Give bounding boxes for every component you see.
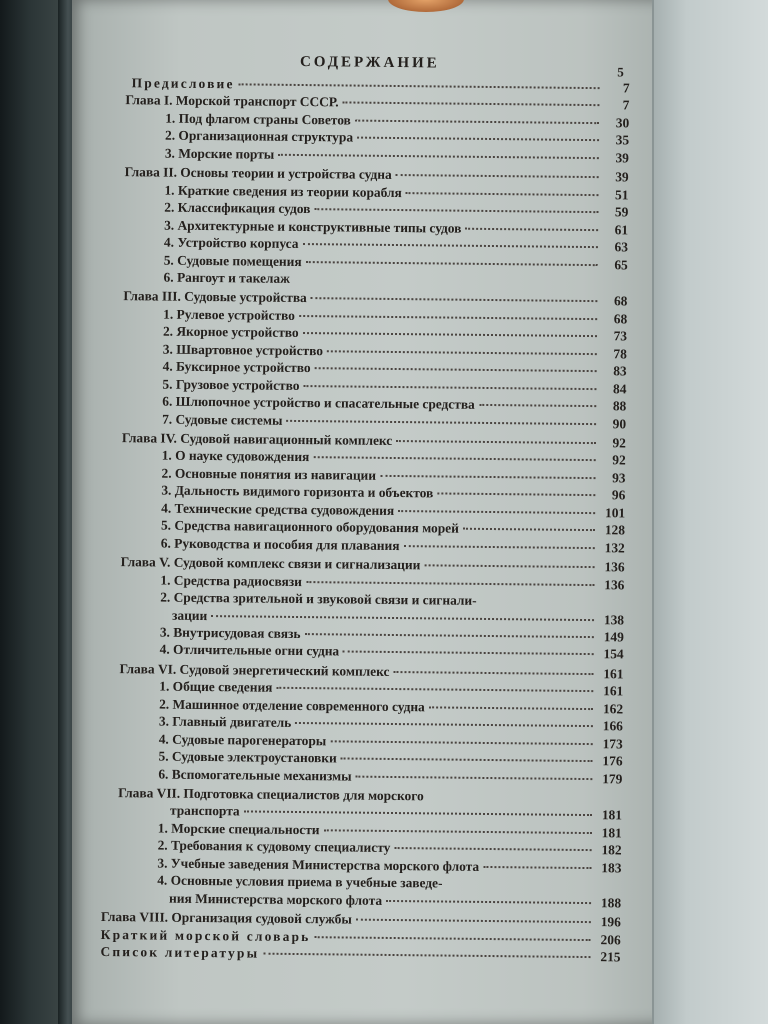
dot-leader [306,261,598,266]
toc-entry-title: 6. Руководства и пособия для плавания [160,535,400,553]
toc-entry-page: 162 [602,700,624,717]
dot-leader [302,243,597,248]
dot-leader [314,936,590,941]
toc-entry-page: 63 [614,239,629,255]
toc-entry-title: 4. Технические средства судовождения [161,500,395,518]
dot-leader [394,847,591,851]
toc-entry-page: 181 [601,825,622,841]
toc-entry-page: 90 [612,415,627,431]
dot-leader [327,350,597,355]
toc-entry-title: 3. Дальность видимого горизонта и объектов [161,482,434,501]
dot-leader [356,775,593,779]
toc-entry-page: 182 [601,842,622,858]
dot-leader [479,404,596,407]
toc-entry-title: 6. Рангоут и такелаж [163,269,290,286]
dot-leader [355,119,599,124]
toc-entry-title: 5. Судовые помещения [163,252,302,269]
toc-entry-page: 179 [602,770,623,786]
toc-entry-page: 83 [613,363,627,379]
dot-leader [406,192,599,196]
dot-leader [303,332,597,337]
toc-entry-title: 4. Отличительные огни судна [159,641,340,659]
dot-leader [429,706,593,710]
dot-leader [465,227,598,230]
toc-entry-page: 92 [612,435,626,451]
toc-entry-title: 6. Вспомогательные механизмы [158,766,352,784]
toc-entry-page: 149 [603,629,624,645]
dot-leader [315,367,597,372]
dot-leader [278,154,599,159]
adjacent-page-edge [652,0,768,1024]
dot-leader [211,615,594,621]
toc-entry-page: 7 [622,97,630,113]
dot-leader [306,581,594,586]
toc-entry-title: 2. Машинное отделение современного судна [159,696,425,715]
toc-entry-page: 188 [600,894,622,911]
dot-leader [428,797,592,799]
toc-entry-page: 30 [615,115,630,131]
toc-entry-page: 176 [602,753,623,769]
toc-entry-page: 39 [615,169,629,185]
toc-entry-page: 65 [614,256,628,272]
toc-entry-title: 3. Морские порты [164,145,275,162]
toc-entry-title: 3. Учебные заведения Министерства морского флота [157,855,480,874]
toc-entry-title: Глава VI. Судовой энергетический комплекс [119,660,390,679]
toc-entry-title: 4. Буксирное устройство [162,358,311,376]
toc-entry-title: транспорта [169,803,240,819]
dot-leader [343,651,594,656]
toc-entry-title: 1. Под флагом страны Советов [165,110,351,128]
toc-entry-title: 1. О науке судовождения [161,448,310,465]
toc-entry-title: 4. Устройство корпуса [163,234,299,252]
dot-leader [304,633,593,638]
dot-leader [299,315,597,320]
dot-leader [341,758,593,763]
dot-leader [311,298,598,303]
dot-leader [380,475,596,479]
toc-entry-page: 136 [604,576,625,593]
dot-leader [303,385,596,390]
toc-entry-title: 3. Архитектурные и конструктивные типы судов [164,217,462,236]
toc-entry-title: Глава VIII. Организация судовой службы [100,909,352,927]
toc-entry-title: 2. Требования к судовому специалисту [157,837,391,856]
toc-entry-page: 73 [613,328,628,344]
toc-entry-page: 84 [612,380,627,397]
toc-entry-page: 161 [603,683,624,699]
toc-entry-page: 154 [603,646,624,662]
toc-entry-page: 136 [604,559,625,575]
dot-leader [396,174,599,178]
toc-entry-title: 1. Краткие сведения из теории корабля [164,182,402,200]
toc-entry-page: 78 [613,346,627,362]
toc-entry-title: 5. Средства навигационного оборудования морей [160,517,459,536]
dot-leader [446,885,591,887]
toc-title: СОДЕРЖАНИЕ [299,53,440,72]
toc-entry-title: 1. Рулевое устройство [163,306,295,323]
toc-entry-title: 2. Классификация судов [164,199,311,217]
toc-entry-title: Глава III. Судовые устройства [123,288,307,306]
toc-entry-page: 166 [602,718,624,734]
toc-entry-page: 173 [602,735,623,752]
toc-entry-title: 5. Судовые электроустановки [158,748,337,766]
dot-leader [483,866,591,869]
dot-leader [396,440,596,444]
toc-entry-title: 2. Средства зрительной и звуковой связи и сигнали- [160,589,477,608]
toc-entry-page: 128 [604,522,626,538]
toc-entry-page: 92 [612,452,626,468]
toc-entry-title: 2. Организационная структура [165,127,354,145]
toc-entry-page: 138 [603,611,625,627]
toc-entry-title: Предисловие [131,75,235,92]
toc-entry-page: 181 [601,807,623,823]
toc-entry-title: 7. Судовые системы [162,411,283,428]
toc-entry-title: 2. Якорное устройство [162,323,299,341]
toc-entry-title: Глава IV. Судовой навигационный комплекс [121,430,393,448]
dot-leader [393,671,593,675]
toc-entry-page: 132 [604,539,625,556]
toc-entry-title: 3. Главный двигатель [158,713,292,731]
toc-entry-title: 3. Швартовное устройство [162,341,324,358]
dot-leader [324,829,592,834]
toc-entry-title: ния Министерства морского флота [169,890,383,908]
toc-entry-title: 6. Шлюпочное устройство и спасательные средства [162,393,475,412]
toc-entry-page: 88 [612,398,627,414]
toc-entry-title: Глава I. Морской транспорт СССР. [125,92,339,110]
toc-entry-page: 161 [603,666,624,682]
toc-entry-page: 183 [601,859,622,876]
dot-leader [330,740,592,745]
toc-entry-title: Глава V. Судовой комплекс связи и сигнализации [120,554,421,573]
toc-entry-title: 5. Грузовое устройство [162,376,300,393]
toc-entry-page: 96 [611,487,626,503]
dot-leader [386,900,591,904]
dot-leader [276,687,593,692]
dot-leader [294,280,598,283]
dot-leader [314,208,598,213]
toc-entry-page: 7 [622,80,630,96]
toc-entry-title: 4. Судовые парогенераторы [158,731,327,748]
toc-entry-page: 61 [614,221,629,238]
toc-entry-title: 1. Общие сведения [159,678,273,696]
toc-entry-page: 59 [614,204,629,220]
dot-leader [239,83,600,89]
dot-leader [481,602,595,603]
toc-entry-title: 1. Морские специальности [157,820,320,838]
toc-title-page-number: 5 [617,64,624,80]
dot-leader [463,528,595,531]
toc-entry-title: зации [171,607,208,623]
toc-entry-page: 51 [615,186,629,203]
toc-entry-title: Краткий морской словарь [100,926,311,944]
toc-entry-page: 68 [613,293,628,309]
toc-entry-page: 93 [612,470,626,486]
toc-entry-page: 39 [615,150,629,166]
toc-entry-page: 35 [615,132,630,148]
dot-leader [263,953,590,958]
toc-entry-page: 196 [600,914,621,930]
toc-entry-title: Глава II. Основы теории и устройства судна [124,164,392,183]
toc-entry-page: 68 [613,311,628,327]
dot-leader [403,545,594,549]
dot-leader [398,510,595,514]
dot-leader [244,811,592,817]
toc-entry-title: 1. Средства радиосвязи [160,572,303,589]
dot-leader [286,419,596,424]
toc-entry-title: 2. Основные понятия из навигации [161,465,377,483]
dot-leader [437,493,595,497]
toc-entry-title: 4. Основные условия приема в учебные заведе- [157,872,443,891]
dot-leader [424,564,594,568]
dot-leader [343,102,600,107]
toc-entry-page: 101 [604,505,626,521]
dot-leader [313,457,595,462]
toc-entry-page: 215 [600,949,621,965]
toc-entry-title: 3. Внутрисудовая связь [159,624,301,641]
dot-leader [356,919,591,923]
dot-leader [295,722,593,727]
dot-leader [357,137,599,142]
toc-entry-title: Список литературы [100,943,260,961]
toc-entry-title: Глава VII. Подготовка специалистов для морского [118,785,424,804]
toc-entry-page: 206 [600,931,621,947]
